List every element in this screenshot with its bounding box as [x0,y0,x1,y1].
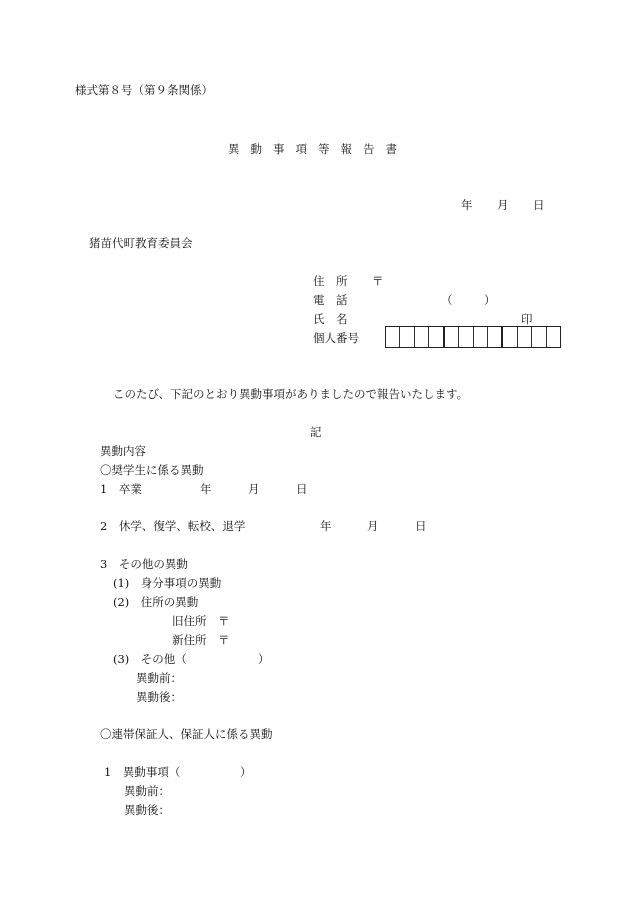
form-number: 様式第８号（第９条関係） [75,83,213,97]
my-number-cell [488,327,503,347]
my-number-cell [400,327,414,347]
my-number-cell [459,327,473,347]
old-postal-mark: 〒 [218,614,230,628]
postal-mark: 〒 [372,274,384,288]
scholar-heading: 〇奨学生に係る異動 [100,463,204,477]
guarantor-after-label: 異動後： [124,803,170,817]
guarantor-heading: 〇連帯保証人、保証人に係る異動 [100,727,273,741]
content-heading: 異動内容 [100,444,146,458]
graduation-month: 月 [248,482,260,496]
new-address-label: 新住所 [172,633,207,647]
before-label: 異動前： [136,671,182,685]
leave-year: 年 [320,519,332,533]
guarantor-before-label: 異動前： [124,784,170,798]
leave-month: 月 [367,519,379,533]
date-day: 日 [533,198,545,212]
my-number-cell [386,327,400,347]
addressee: 猪苗代町教育委員会 [89,236,193,250]
date-month: 月 [497,198,509,212]
date-year: 年 [461,198,473,212]
address-label: 住 所 [313,274,348,288]
phone-label: 電 話 [313,293,348,307]
other-paren-close: ） [258,652,270,666]
document-title: 異動事項等報告書 [228,142,408,156]
old-address-label: 旧住所 [172,614,207,628]
my-number-label: 個人番号 [313,331,359,345]
my-number-cell [518,327,532,347]
guarantor-paren-close: ） [240,765,252,779]
my-number-cell [532,327,546,347]
my-number-cell [474,327,488,347]
other-change-label: 3 その他の異動 [100,557,188,571]
my-number-boxes [385,326,561,348]
graduation-day: 日 [296,482,308,496]
my-number-cell [547,327,560,347]
status-change-label: (1) 身分事項の異動 [113,576,222,590]
new-postal-mark: 〒 [218,633,230,647]
other-label: (3) その他（ [113,652,187,666]
my-number-cell [429,327,444,347]
graduation-label: 1 卒業 [100,482,142,496]
name-label: 氏 名 [313,312,348,326]
phone-paren-open: （ [441,293,453,307]
phone-paren-close: ） [484,293,496,307]
leave-day: 日 [415,519,427,533]
ki-mark: 記 [310,425,322,439]
intro-text: このたび、下記のとおり異動事項がありましたので報告いたします。 [113,387,469,401]
guarantor-item-label: 1 異動事項（ [104,765,181,779]
after-label: 異動後： [136,690,182,704]
my-number-cell [445,327,459,347]
seal-mark: 印 [521,312,533,326]
graduation-year: 年 [200,482,212,496]
leave-label: 2 休学、復学、転校、退学 [100,519,246,533]
address-change-label: (2) 住所の異動 [113,595,199,609]
my-number-cell [503,327,517,347]
my-number-cell [415,327,429,347]
